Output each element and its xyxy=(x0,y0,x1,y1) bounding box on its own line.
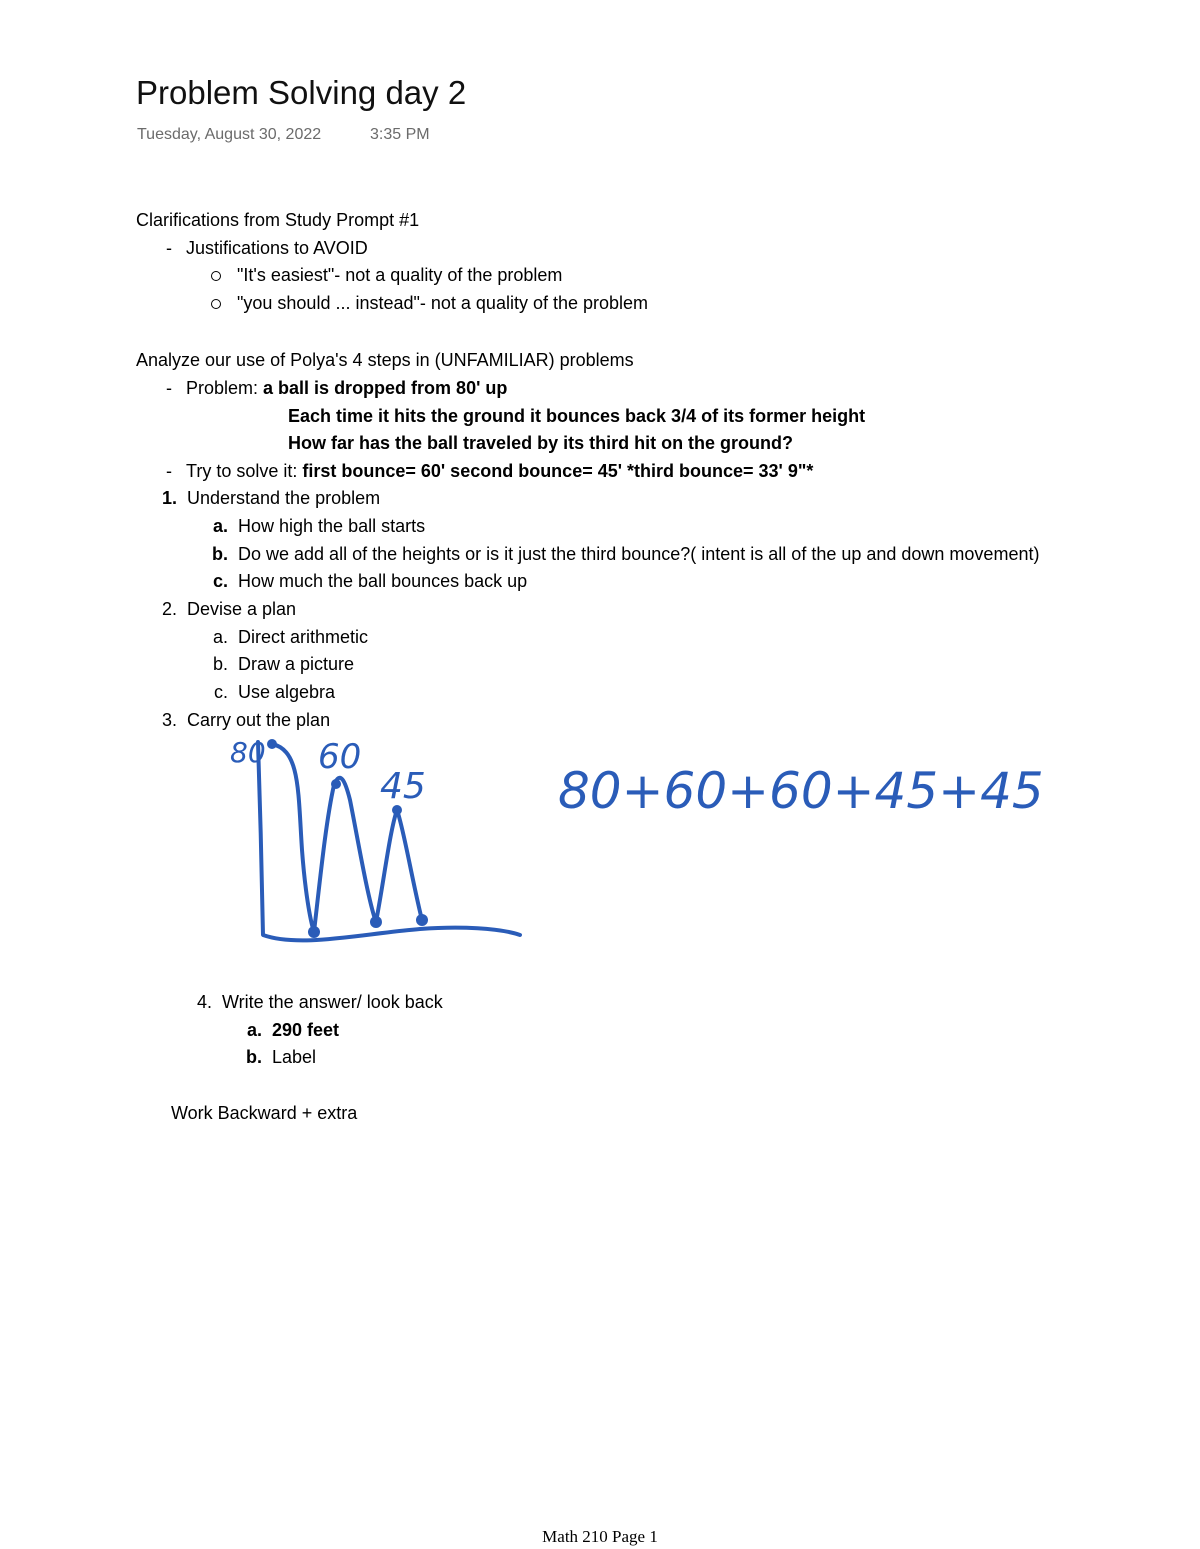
step-label: Devise a plan xyxy=(187,599,297,619)
step-number: 3. xyxy=(161,710,177,730)
page-title: Problem Solving day 2 xyxy=(136,74,467,111)
sub-item: Do we add all of the heights or is it just the third bounce?( intent is all of the up and down movement) xyxy=(238,544,1040,564)
dash-bullet: - xyxy=(166,238,172,258)
clarifications-heading: Clarifications from Study Prompt #1 xyxy=(136,210,420,230)
sub-letter: a. xyxy=(212,627,228,647)
sketch-label-80: 80 xyxy=(230,736,266,769)
step-label: Understand the problem xyxy=(187,488,381,508)
sub-letter: b. xyxy=(212,654,228,674)
problem-statement-1: a ball is dropped from 80' up xyxy=(263,378,508,398)
problem-prefix: Problem: xyxy=(186,378,264,398)
sub-letter: a. xyxy=(212,516,228,536)
dash-bullet: - xyxy=(166,461,172,481)
sketch-label-45: 45 xyxy=(380,766,426,807)
sub-letter: c. xyxy=(213,682,228,702)
page-footer: Math 210 Page 1 xyxy=(542,1527,658,1546)
sub-letter: a. xyxy=(246,1020,262,1040)
sub-letter: b. xyxy=(246,1047,262,1067)
sketch-equation: 80+60+60+45+45 xyxy=(558,762,1044,820)
note-date: Tuesday, August 30, 2022 xyxy=(137,126,322,143)
step-number: 4. xyxy=(196,992,212,1012)
sketch-point xyxy=(267,739,277,749)
answer-value: 290 feet xyxy=(272,1020,340,1040)
sketch-label-60: 60 xyxy=(318,737,362,777)
problem-statement-2: Each time it hits the ground it bounces back 3/4 of its former height xyxy=(288,406,866,426)
sub-letter: b. xyxy=(212,544,228,564)
clarifications-item-text: Justifications to AVOID xyxy=(186,238,368,258)
step-label: Carry out the plan xyxy=(187,710,331,730)
analyze-heading: Analyze our use of Polya's 4 steps in (UNFAMILIAR) problems xyxy=(136,350,634,370)
sub-item: How high the ball starts xyxy=(238,516,426,536)
sketch-point xyxy=(416,914,428,926)
try-prefix: Try to solve it: xyxy=(186,461,303,481)
dash-bullet: - xyxy=(166,378,172,398)
clarification-subitem: "you should ... instead"- not a quality of the problem xyxy=(237,293,649,313)
sub-item: Draw a picture xyxy=(238,654,355,674)
sub-item: Use algebra xyxy=(238,682,336,702)
step-label: Write the answer/ look back xyxy=(222,992,443,1012)
sketch-point xyxy=(308,926,320,938)
clarification-subitem: "It's easiest"- not a quality of the problem xyxy=(237,265,563,285)
sketch-point xyxy=(331,779,341,789)
sub-item: Label xyxy=(272,1047,317,1067)
sketch-point xyxy=(370,916,382,928)
problem-statement-3: How far has the ball traveled by its third hit on the ground? xyxy=(288,433,794,453)
try-answer: first bounce= 60' second bounce= 45' *third bounce= 33' 9"* xyxy=(302,461,814,481)
sub-item: Direct arithmetic xyxy=(238,627,369,647)
sub-letter: c. xyxy=(212,571,228,591)
closing-note: Work Backward + extra xyxy=(171,1103,358,1123)
sub-item: How much the ball bounces back up xyxy=(238,571,528,591)
step-number: 2. xyxy=(161,599,177,619)
note-time: 3:35 PM xyxy=(370,126,430,143)
step-number: 1. xyxy=(161,488,177,508)
